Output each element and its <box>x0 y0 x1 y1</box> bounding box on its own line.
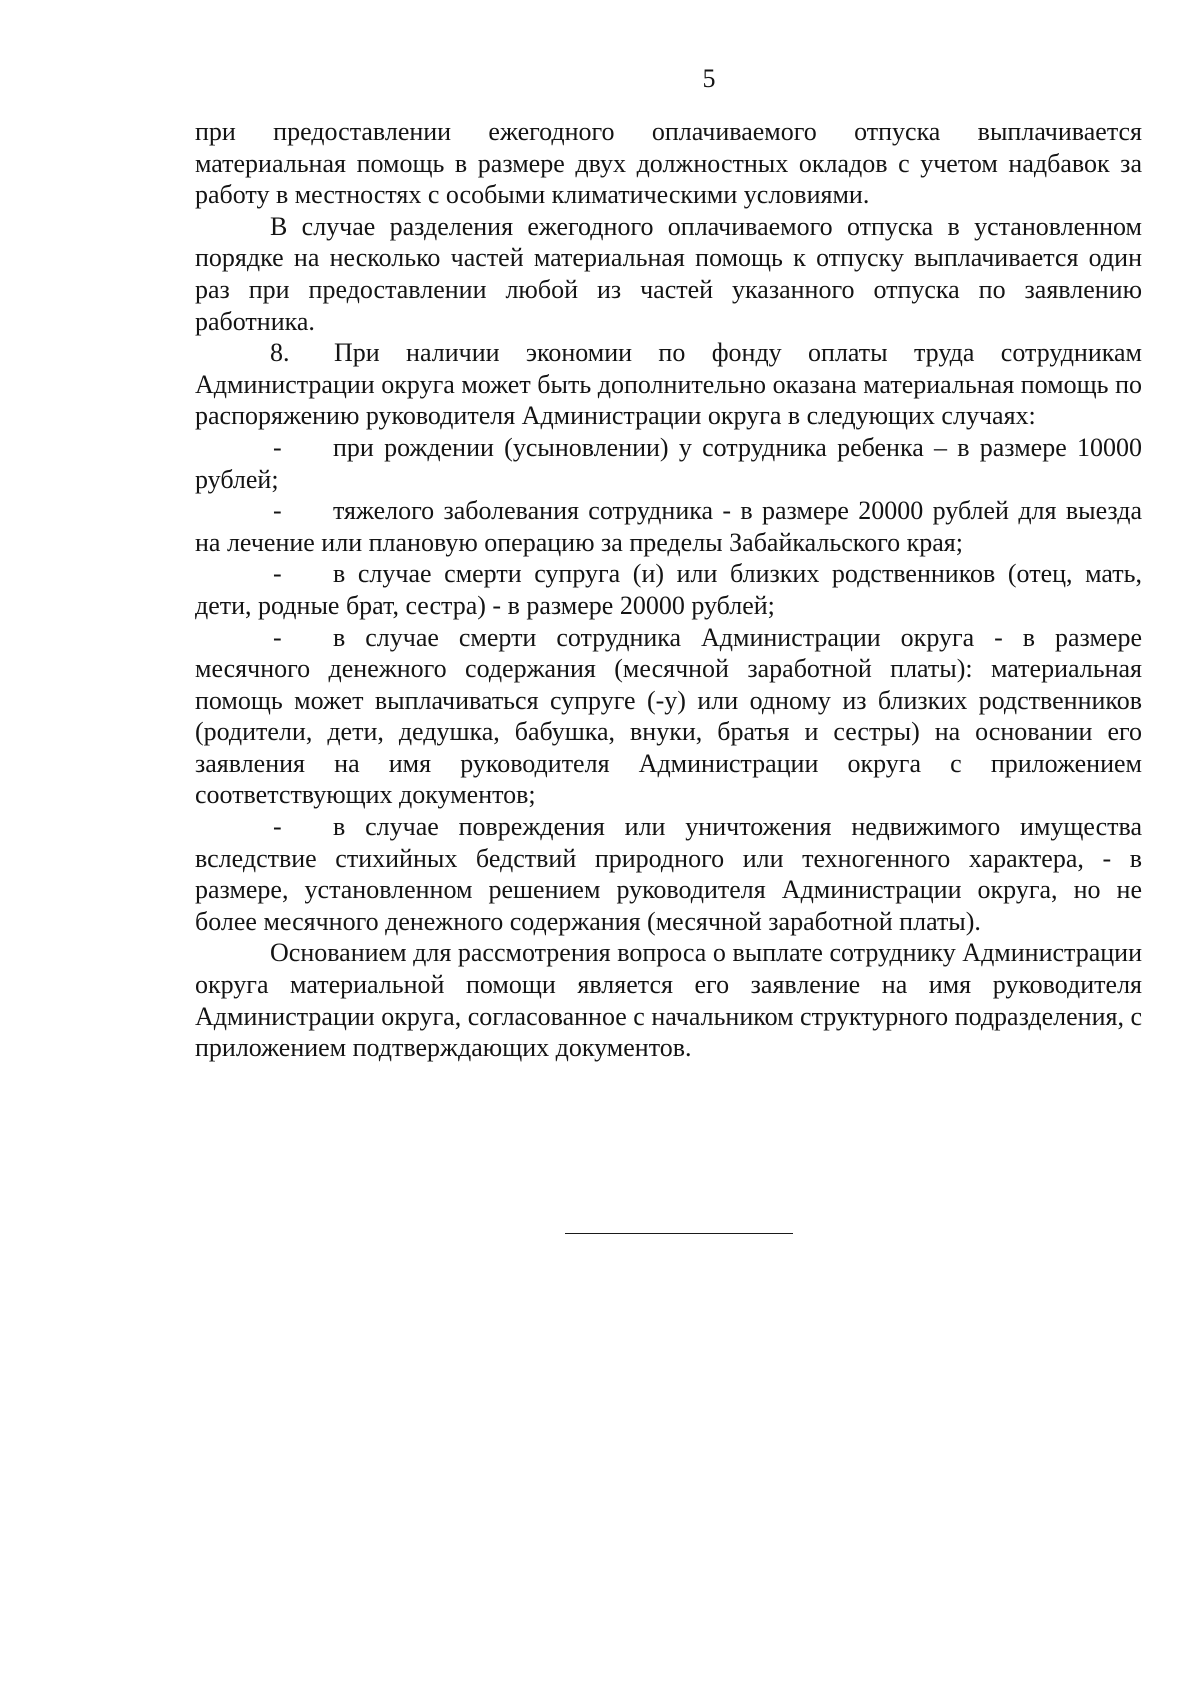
paragraph-vacation-split: В случае разделения ежегодного оплачиваемого отпуска в установленном порядке на несколько частей материальная помощь к отпуску выплачивается один раз при предоставлении любой из частей указанного отпуска по заявлению работника. <box>195 211 1142 336</box>
list-dash: - <box>273 559 282 589</box>
list-dash: - <box>273 812 282 842</box>
list-item-text: тяжелого заболевания сотрудника - в размере 20000 рублей для выезда на лечение или плановую операцию за пределы Забайкальского края; <box>195 496 1142 557</box>
list-dash: - <box>273 622 282 652</box>
list-dash: - <box>273 432 282 462</box>
document-body <box>195 116 1142 1064</box>
paragraph-material-aid-vacation: при предоставлении ежегодного оплачиваемого отпуска выплачивается материальная помощь в размере двух должностных окладов с учетом надбавок за работу в местностях с особыми климатическими условиями. <box>195 117 1142 210</box>
clause-8-number: 8. <box>270 338 290 368</box>
end-separator-line <box>565 1233 793 1234</box>
list-item <box>195 558 1142 621</box>
list-item <box>195 622 1142 812</box>
list-item <box>195 495 1142 558</box>
list-item-text: в случае смерти сотрудника Администрации округа - в размере месячного денежного содержания (месячной заработной платы): материальная помощь может выплачиваться супруге (-у) или одному из близких родственников (родители, дети, дедушка, бабушка, внуки, братья и сестры) на основании его заявления на имя руководителя Администрации округа с приложением соответствующих документов; <box>195 622 1142 810</box>
page-number: 5 <box>702 64 716 93</box>
list-item <box>195 811 1142 937</box>
list-item-text: при рождении (усыновлении) у сотрудника ребенка – в размере 10000 рублей; <box>195 432 1142 494</box>
list-item-text: в случае повреждения или уничтожения недвижимого имущества вследствие стихийных бедствий природного или техногенного характера, - в размере, установленном решением руководителя Администрации округа, но не более месячного денежного содержания (месячной заработной платы). <box>195 812 1142 936</box>
clause-8-text: При наличии экономии по фонду оплаты труда сотрудникам Администрации округа может быть дополнительно оказана материальная помощь по распоряжению руководителя Администрации округа в следующих случаях: <box>195 338 1142 431</box>
list-item <box>195 432 1142 495</box>
clause-8 <box>195 337 1142 432</box>
list-dash: - <box>273 496 282 526</box>
paragraph-basis: Основанием для рассмотрения вопроса о выплате сотруднику Администрации округа материальной помощи является его заявление на имя руководителя Администрации округа, согласованное с начальником структурного подразделения, с приложением подтверждающих документов. <box>195 938 1142 1063</box>
list-item-text: в случае смерти супруга (и) или близких родственников (отец, мать, дети, родные брат, сестра) - в размере 20000 рублей; <box>195 559 1142 620</box>
